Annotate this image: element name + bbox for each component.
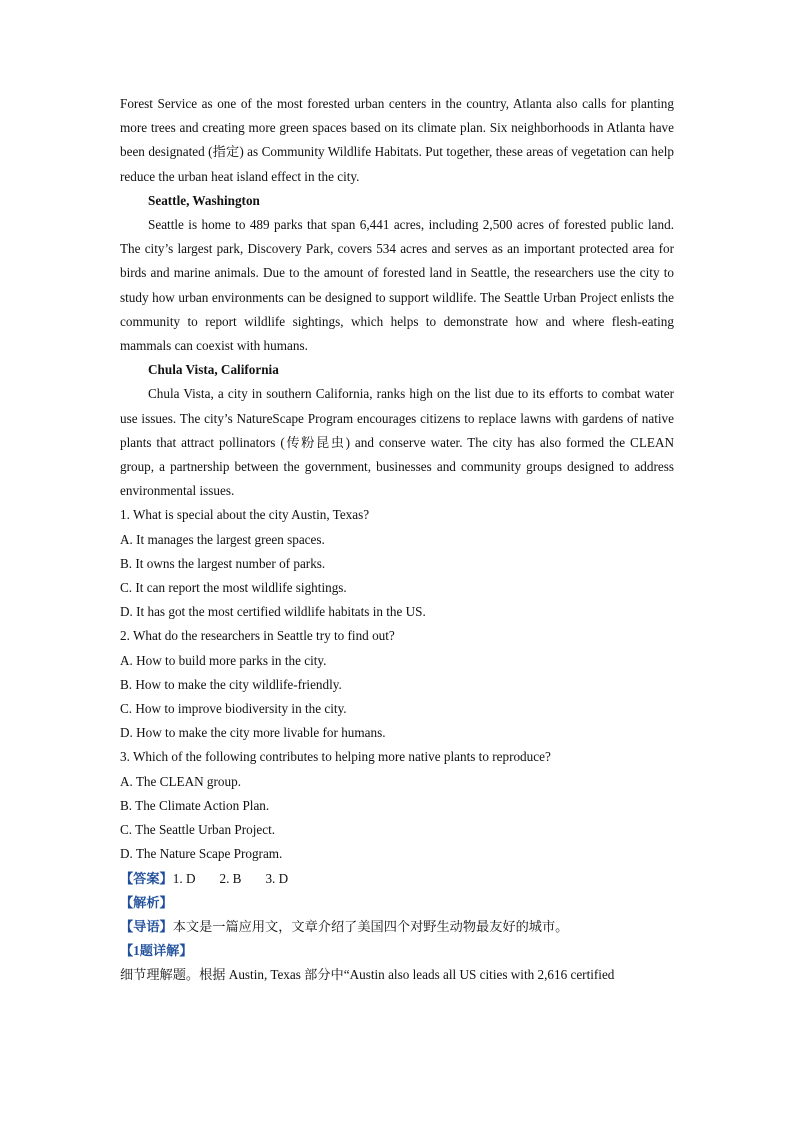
- question-3: [120, 745, 674, 866]
- question-stem: 2. What do the researchers in Seattle try to find out?: [120, 628, 395, 644]
- option-b: B. It owns the largest number of parks.: [120, 555, 326, 571]
- option-d: D. How to make the city more livable for humans.: [120, 725, 386, 741]
- option-c: C. The Seattle Urban Project.: [120, 822, 276, 838]
- option-c: C. It can report the most wildlife sightings.: [120, 580, 347, 596]
- option-a: A. It manages the largest green spaces.: [120, 531, 325, 547]
- option-b: B. The Climate Action Plan.: [120, 797, 270, 813]
- passage-paragraph-seattle: Seattle is home to 489 parks that span 6,441 acres, including 2,500 acres of forested public land. The city’s largest park, Discovery Park, covers 534 acres and serves as an important protected area for birds and marine animals. Due to the amount of forested land in Seattle, the researchers use the city to study how urban environments can be designed to support wildlife. The Seattle Urban Project enlists the community to report wildlife sightings, which helps to demonstrate how and where flesh-eating mammals can coexist with humans.: [120, 217, 674, 354]
- question-stem: 3. Which of the following contributes to helping more native plants to reproduce?: [120, 749, 551, 765]
- option-a: A. The CLEAN group.: [120, 773, 241, 789]
- analysis-heading: [120, 891, 674, 915]
- answer-2: 2. B: [219, 870, 242, 886]
- question-2: [120, 624, 674, 745]
- answer-1: 1. D: [172, 870, 196, 886]
- option-d: D. The Nature Scape Program.: [120, 846, 283, 862]
- q1-detail-text: 细节理解题。根据 Austin, Texas 部分中“Austin also leads all US cities with 2,616 certified: [120, 967, 615, 983]
- question-1: [120, 503, 674, 624]
- guide-text: 本文是一篇应用文，文章介绍了美国四个对野生动物最友好的城市。: [172, 918, 569, 934]
- analysis-tag: 【解析】: [120, 894, 173, 910]
- passage-paragraph-atlanta: Forest Service as one of the most forested urban centers in the country, Atlanta also calls for planting more trees and creating more green spaces based on its climate plan. Six neighborhoods in Atlanta have been designated (指定) as Community Wildlife Habitats. Put together, these areas of vegetation can help reduce the urban heat island effect in the city.: [120, 96, 674, 184]
- option-c: C. How to improve biodiversity in the city.: [120, 701, 347, 717]
- passage-paragraph-chula-vista: Chula Vista, a city in southern California, ranks high on the list due to its efforts to combat water use issues. The city’s NatureScape Program encourages citizens to replace lawns with gardens of native plants that attract pollinators (传粉昆虫) and conserve water. The city has also formed the CLEAN group, a partnership between the government, businesses and community groups designed to address environmental issues.: [120, 386, 674, 499]
- guide-tag: 【导语】: [120, 918, 173, 934]
- section-heading-chula-vista: Chula Vista, California: [148, 362, 279, 378]
- q1-detail-heading: [120, 939, 674, 963]
- document-content: [120, 92, 674, 988]
- q1-detail-tag: 【1题详解】: [120, 943, 193, 959]
- option-a: A. How to build more parks in the city.: [120, 652, 327, 668]
- option-b: B. How to make the city wildlife-friendly.: [120, 676, 342, 692]
- section-heading-seattle: Seattle, Washington: [148, 192, 260, 208]
- option-d: D. It has got the most certified wildlife habitats in the US.: [120, 604, 426, 620]
- answer-tag: 【答案】: [120, 870, 173, 886]
- guide-line: [120, 915, 674, 939]
- question-stem: 1. What is special about the city Austin, Texas?: [120, 507, 370, 523]
- answer-line: [120, 867, 674, 891]
- answer-3: 3. D: [265, 870, 289, 886]
